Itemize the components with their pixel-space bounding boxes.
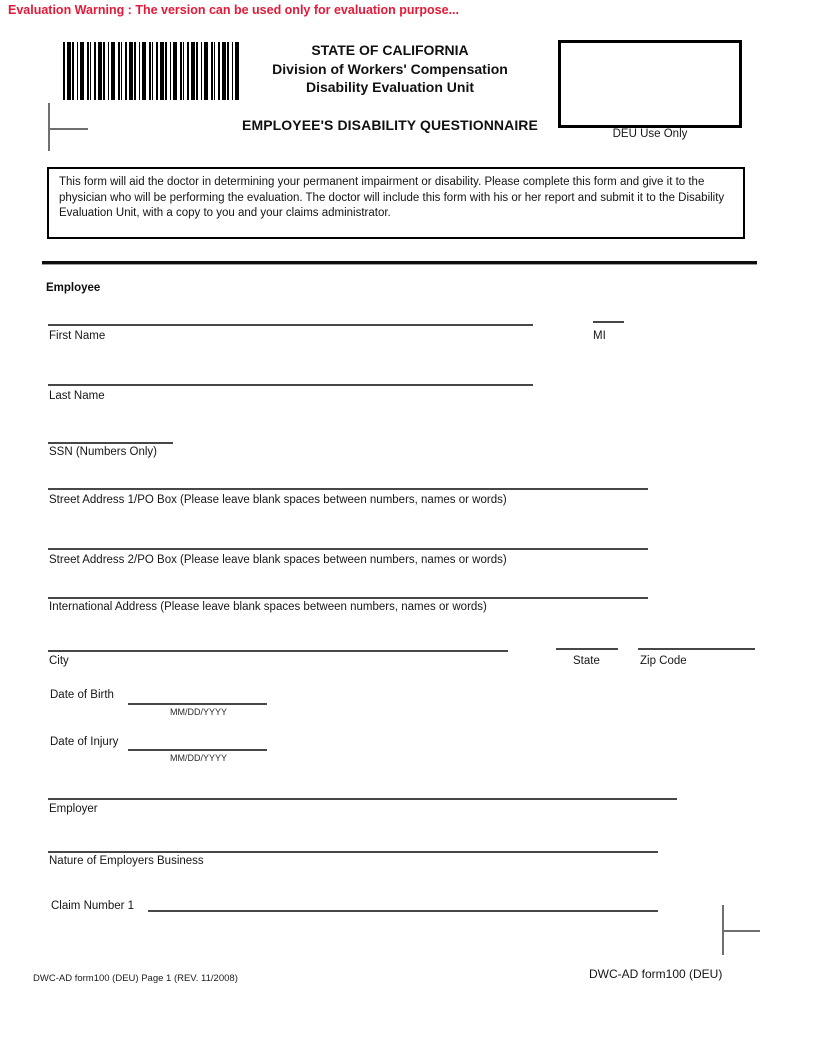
middle-initial-label: MI bbox=[593, 330, 606, 342]
date-of-injury-label: Date of Injury bbox=[50, 736, 119, 748]
date-of-injury-input[interactable] bbox=[128, 749, 267, 751]
agency-line-division: Division of Workers' Compensation bbox=[272, 60, 508, 77]
employer-input[interactable] bbox=[48, 798, 677, 800]
ssn-label: SSN (Numbers Only) bbox=[49, 446, 157, 458]
registration-mark-left-horizontal bbox=[48, 128, 88, 130]
section-divider-rule bbox=[42, 261, 757, 265]
international-address-label: International Address (Please leave blank spaces between numbers, names or words) bbox=[49, 601, 487, 613]
date-of-injury-format-hint: MM/DD/YYYY bbox=[170, 753, 228, 763]
international-address-input[interactable] bbox=[48, 597, 648, 599]
evaluation-warning: Evaluation Warning : The version can be used only for evaluation purpose... bbox=[8, 3, 460, 17]
ssn-input[interactable] bbox=[48, 442, 173, 444]
middle-initial-input[interactable] bbox=[593, 321, 624, 323]
state-label: State bbox=[573, 655, 600, 667]
deu-use-only-box bbox=[558, 40, 742, 128]
instructions-box bbox=[47, 167, 745, 239]
city-input[interactable] bbox=[48, 650, 508, 652]
street-address-2-label: Street Address 2/PO Box (Please leave blank spaces between numbers, names or words) bbox=[49, 554, 507, 566]
date-of-birth-format-hint: MM/DD/YYYY bbox=[170, 707, 228, 717]
footer-form-id-left: DWC-AD form100 (DEU) Page 1 (REV. 11/2008) bbox=[33, 973, 238, 984]
employee-section-title: Employee bbox=[46, 282, 101, 294]
instructions-text: This form will aid the doctor in determining your permanent impairment or disability. Please complete this form and give it to the physician who will be performing the evaluation. The doctor will include this form with his or her report and submit it to the Disability Evaluation Unit, with a copy to you and your claims administrator. bbox=[59, 176, 725, 219]
registration-mark-left-vertical bbox=[48, 103, 50, 151]
city-label: City bbox=[49, 655, 69, 667]
zip-code-label: Zip Code bbox=[640, 655, 687, 667]
claim-number-1-input[interactable] bbox=[148, 910, 658, 912]
first-name-input[interactable] bbox=[48, 324, 533, 326]
last-name-label: Last Name bbox=[49, 390, 105, 402]
street-address-2-input[interactable] bbox=[48, 548, 648, 550]
deu-box-label: DEU Use Only bbox=[612, 128, 688, 140]
agency-line-unit: Disability Evaluation Unit bbox=[305, 79, 475, 95]
state-input[interactable] bbox=[556, 648, 618, 650]
employer-label: Employer bbox=[49, 803, 98, 815]
claim-number-1-label: Claim Number 1 bbox=[51, 900, 135, 912]
last-name-input[interactable] bbox=[48, 384, 533, 386]
employer-business-label: Nature of Employers Business bbox=[49, 855, 204, 867]
form-title: EMPLOYEE'S DISABILITY QUESTIONNAIRE bbox=[242, 117, 538, 133]
footer-form-id-right: DWC-AD form100 (DEU) bbox=[589, 967, 723, 981]
zip-code-input[interactable] bbox=[638, 648, 755, 650]
street-address-1-input[interactable] bbox=[48, 488, 648, 490]
registration-mark-bottom-right-horizontal bbox=[722, 930, 760, 932]
agency-line-state: STATE OF CALIFORNIA bbox=[311, 42, 469, 58]
date-of-birth-label: Date of Birth bbox=[50, 689, 114, 701]
street-address-1-label: Street Address 1/PO Box (Please leave blank spaces between numbers, names or words) bbox=[49, 494, 507, 506]
first-name-label: First Name bbox=[49, 330, 106, 342]
date-of-birth-input[interactable] bbox=[128, 703, 267, 705]
employer-business-input[interactable] bbox=[48, 851, 658, 853]
